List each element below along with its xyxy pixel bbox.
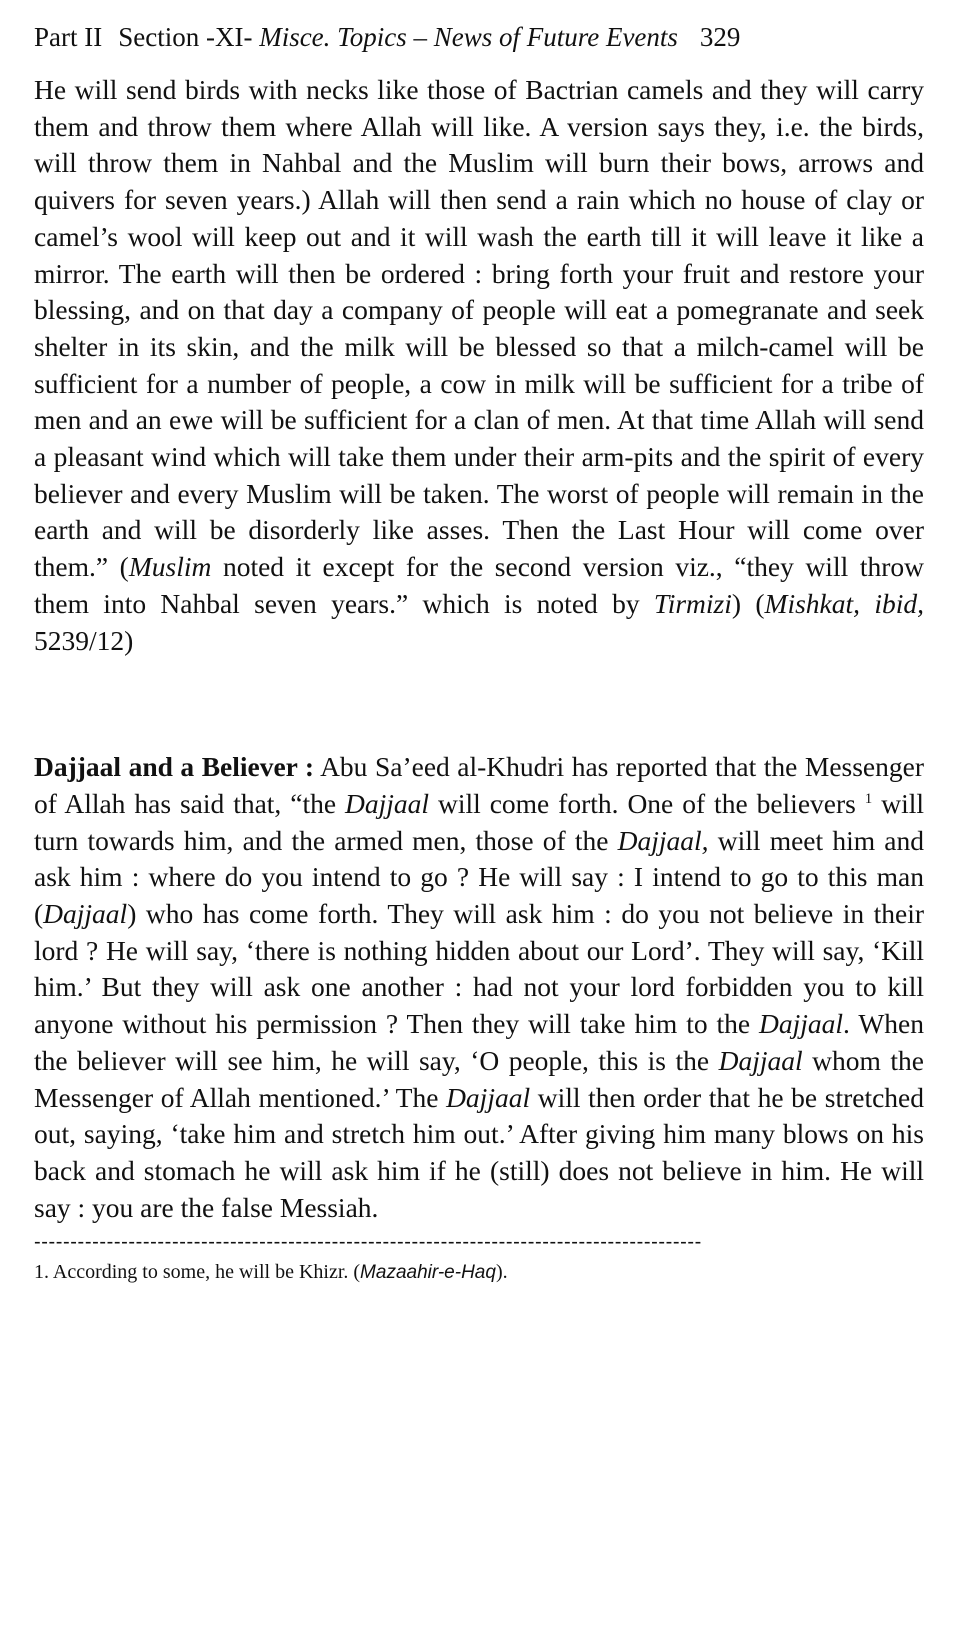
footnote-text: According to some, he will be Khizr. ( [49,1261,361,1284]
text-run: whom the Messenger of Allah mentioned.’ The [34,1044,924,1113]
header-part: Part II [34,22,103,52]
paragraph-gap [34,659,924,749]
footnote-source: Mazaahir-e-Haq [360,1262,496,1284]
text-run: will turn towards him, and the armed men, those of the [34,787,925,856]
term-dajjaal: Dajjaal [345,787,430,819]
footnote-separator: -------------------------------------------------------------------------------------------- [34,1232,702,1253]
term-dajjaal: Dajjaal, [617,824,709,856]
text-run: will meet him and ask him : where do you intend to go ? He will say : I intend to go to this man ( [34,824,924,930]
text-run: ) who has come forth. They will ask him : do you not believe in their lord ? He will say, ‘there is nothing hidden about our Lord’. They will say, ‘Kill him.’ But they will ask one another : had not your lord forbidden you to kill anyone without his permission ? Then they will take him to the [34,898,924,1040]
citation-muslim: Muslim [128,551,212,583]
footnote [34,1258,924,1287]
paragraph-dajjaal-believer [34,749,924,1226]
header-topic: Misce. Topics – News of Future Events [259,22,678,52]
citation-mishkat: Mishkat, ibid, [764,587,924,619]
citation-tirmizi: Tirmizi [653,587,732,619]
term-dajjaal: Dajjaal [759,1008,844,1040]
header-section: Section -XI- [118,22,253,52]
text-run: will then order that he be stretched out, saying, ‘take him and stretch him out.’ After giving him many blows on his back and stomach he will ask him if he (still) does not believe in him. He will say : you are the false Messiah. [34,1081,924,1223]
text-run: noted it except for the second version viz., “they will throw them into Nahbal seven years.” which is noted by [34,551,924,619]
page-number: 329 [699,22,741,52]
footnote-reference[interactable]: 1 [864,790,873,807]
term-dajjaal: Dajjaal [718,1044,803,1076]
book-page [34,20,924,1287]
text-run: . When the believer will see him, he will say, ‘O people, this is the [34,1008,924,1076]
running-header [34,20,924,54]
text-run: will come forth. One of the believers [429,787,865,819]
footnote-close: ). [495,1261,508,1284]
section-heading: Dajjaal and a Believer : [34,751,315,783]
term-dajjaal: Dajjaal [446,1081,531,1113]
term-dajjaal: Dajjaal [43,898,128,930]
text-run: ) ( [731,587,765,619]
text-run: 5239/12) [34,624,134,656]
text-run: Abu Sa’eed al-Khudri has reported that the Messenger of Allah has said that, “the [34,751,925,819]
footnote-number: 1. [34,1261,49,1284]
paragraph-birds [34,72,924,659]
text-run: He will send birds with necks like those of Bactrian camels and they will carry them and throw them where Allah will like. A version says they, i.e. the birds, will throw them in Nahbal and the Muslim will burn their bows, arrows and quivers for seven years.) Allah will then send a rain which no house of clay or camel’s wool will keep out and it will wash the earth till it will leave it like a mirror. The earth will then be ordered : bring forth your fruit and restore your blessing, and on that day a company of people will eat a pomegranate and seek shelter in its skin, and the milk will be blessed so that a milch-camel will be sufficient for a number of people, a cow in milk will be sufficient for a tribe of men and an ewe will be sufficient for a clan of men. At that time Allah will send a pleasant wind which will take them under their arm-pits and the spirit of every believer and every Muslim will be taken. The worst of people will remain in the earth and will be disorderly like asses. Then the Last Hour will come over them.” ( [34,74,924,583]
